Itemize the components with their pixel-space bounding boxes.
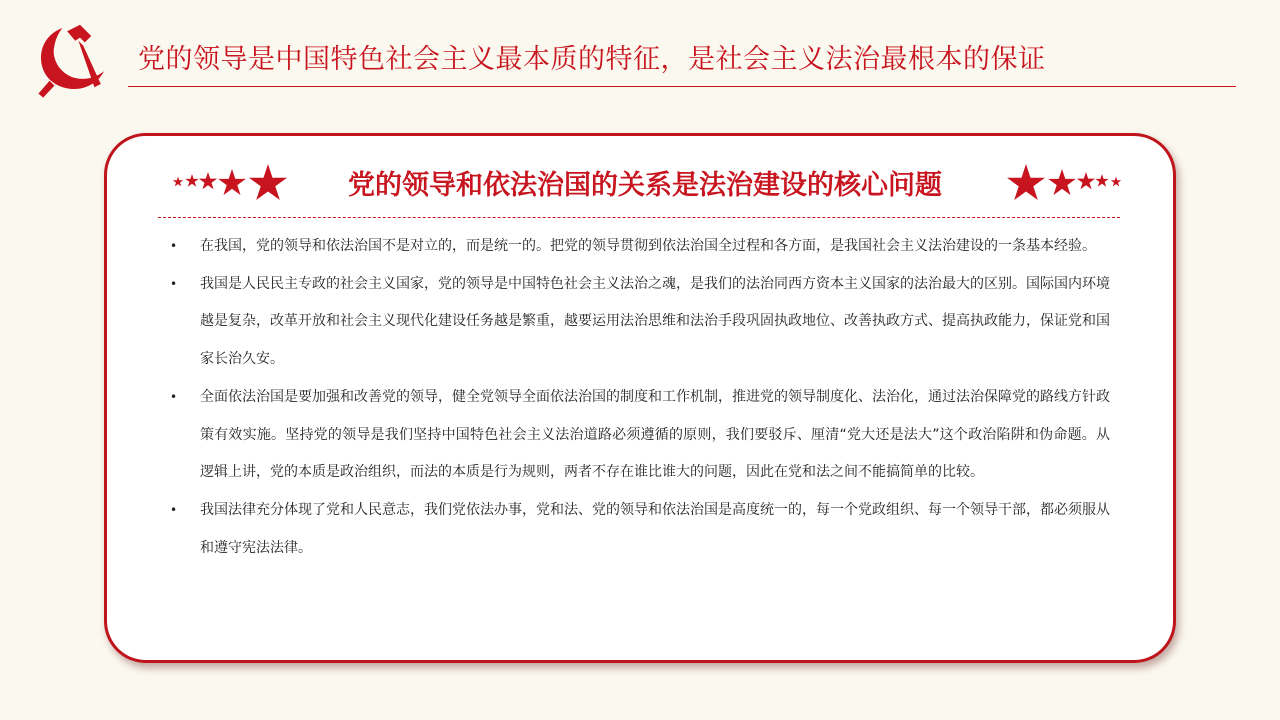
- bullet-icon: •: [170, 502, 178, 517]
- hammer-sickle-icon: [32, 20, 112, 100]
- list-item: [168, 379, 1110, 492]
- title-divider: [158, 217, 1120, 218]
- list-item: [168, 492, 1110, 567]
- paragraph-text: 在我国，党的领导和依法治国不是对立的，而是统一的。把党的领导贯彻到依法治国全过程和各方面，是我国社会主义法治建设的一条基本经验。: [200, 238, 1096, 254]
- paragraph-text: 全面依法治国是要加强和改善党的领导，健全党领导全面依法治国的制度和工作机制，推进党的领导制度化、法治化，通过法治保障党的路线方针政策有效实施。坚持党的领导是我们坚持中国特色社会主义法治道路必须遵循的原则，我们要驳斥、厘清“党大还是法大”这个政治陷阱和伪命题。从逻辑上讲，党的本质是政治组织，而法的本质是行为规则，两者不存在谁比谁大的问题，因此在党和法之间不能搞简单的比较。: [200, 388, 1110, 481]
- paragraph-text: 我国是人民民主专政的社会主义国家，党的领导是中国特色社会主义法治之魂，是我们的法治同西方资本主义国家的法治最大的区别。国际国内环境越是复杂，改革开放和社会主义现代化建设任务越是繁重，越要运用法治思维和法治手段巩固执政地位、改善执政方式、提高执政能力，保证党和国家长治久安。: [200, 275, 1110, 368]
- stars-left-icon: [172, 160, 292, 204]
- card-title: 党的领导和依法治国的关系是法治建设的核心问题: [348, 170, 942, 201]
- bullet-icon: •: [170, 389, 178, 404]
- paragraph-text: 我国法律充分体现了党和人民意志，我们党依法办事，党和法、党的领导和依法治国是高度统一的，每一个党政组织、每一个领导干部，都必须服从和遵守宪法法律。: [200, 501, 1110, 556]
- list-item: [168, 266, 1110, 379]
- list-item: [168, 228, 1110, 266]
- bullet-icon: •: [170, 276, 178, 291]
- header-divider: [128, 86, 1236, 87]
- stars-right-icon: [1004, 160, 1124, 204]
- bullet-icon: •: [170, 239, 178, 253]
- page-title: 党的领导是中国特色社会主义最本质的特征，是社会主义法治最根本的保证: [138, 44, 1046, 75]
- bullet-list: [168, 228, 1110, 567]
